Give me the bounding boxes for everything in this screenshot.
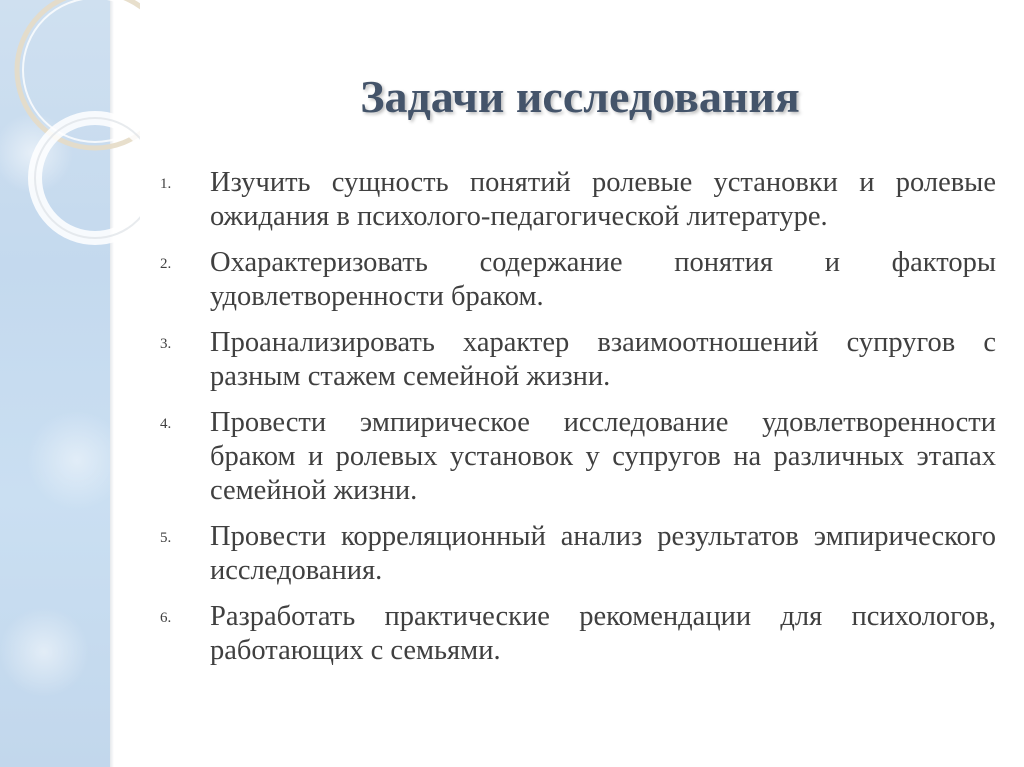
- list-item-number: 5.: [160, 530, 172, 546]
- list-item-number: 2.: [160, 256, 172, 272]
- list-item-text: Провести эмпирическое исследование удовлетворенности браком и ролевых установок у супругов на различных этапах семейной жизни.: [210, 407, 996, 506]
- list-item-text: Изучить сущность понятий ролевые установки и ролевые ожидания в психолого-педагогической литературе.: [210, 167, 996, 232]
- list-item-number: 3.: [160, 336, 172, 352]
- list-item: [160, 520, 996, 588]
- list-item-number: 1.: [160, 176, 172, 192]
- list-item-text: Охарактеризовать содержание понятия и факторы удовлетворенности браком.: [210, 247, 996, 312]
- list-item: [160, 326, 996, 394]
- list-item-number: 6.: [160, 610, 172, 626]
- slide-title: Задачи исследования: [360, 71, 800, 122]
- list-item: [160, 166, 996, 234]
- list-item-text: Проанализировать характер взаимоотношений супругов с разным стажем семейной жизни.: [210, 327, 996, 392]
- decorative-rings: [0, 0, 140, 260]
- list-item: [160, 600, 996, 668]
- list-item: [160, 246, 996, 314]
- list-item-number: 4.: [160, 416, 172, 432]
- list-item: [160, 406, 996, 508]
- list-item-text: Провести корреляционный анализ результатов эмпирического исследования.: [210, 521, 996, 586]
- task-list: [160, 166, 996, 680]
- list-item-text: Разработать практические рекомендации для психологов, работающих с семьями.: [210, 601, 996, 666]
